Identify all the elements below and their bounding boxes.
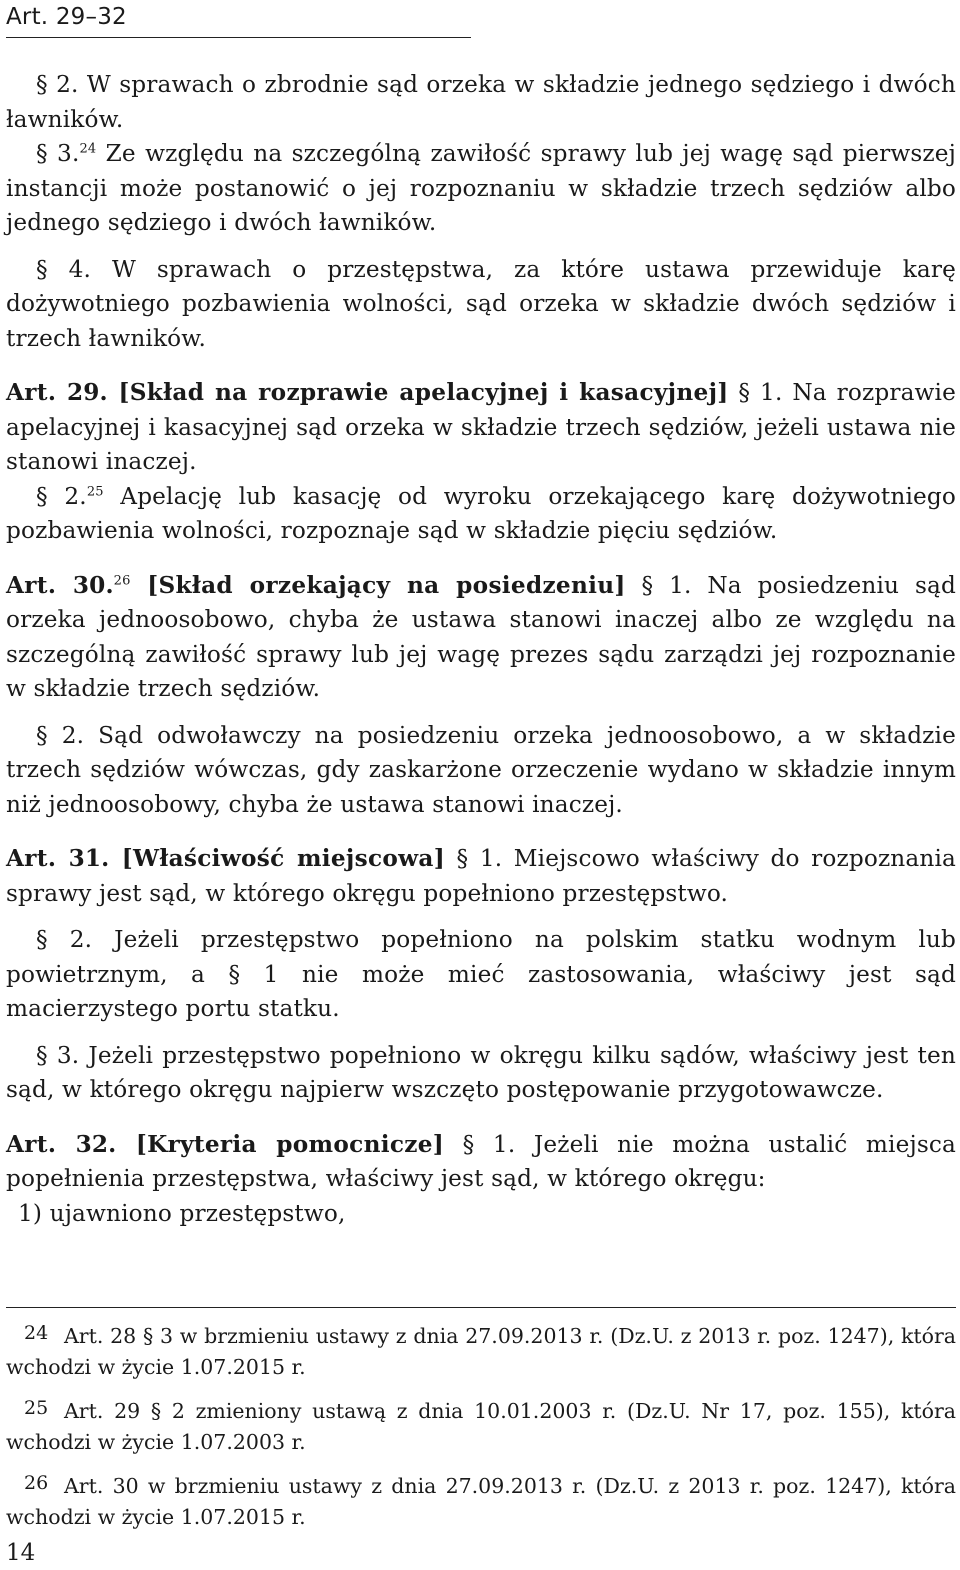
article-number: 32. [75,1130,117,1158]
paragraph-text: Ze względu na szczególną zawiłość sprawy lub jej wagę sąd pierwszej instancji może postanowić o jej rozpoznaniu w składzie trzech sędziów albo jednego sędziego i dwóch ławników. [6,140,956,236]
footnote-rule [6,1307,956,1308]
article-text: § 1. Jeżeli nie można ustalić miejsca popełnienia przestępstwa, właściwy jest sąd, w którego okręgu: [6,1130,956,1192]
article-30 [6,569,956,707]
article-title: [Właściwość miejscowa] [109,845,446,872]
article-label: Art. [6,571,73,599]
footnote-text: Art. 28 § 3 w brzmieniu ustawy z dnia 27.09.2013 r. (Dz.U. z 2013 r. poz. 1247), która wchodzi w życie 1.07.2015 r. [6,1324,956,1379]
page-number: 14 [6,1540,36,1566]
paragraph-31-2: § 2. Jeżeli przestępstwo popełniono na polskim statku wodnym lub powietrznym, a § 1 nie może mieć zastosowania, właściwy jest sąd macierzystego portu statku. [6,926,956,1022]
article-title: [Kryteria pomocnicze] [116,1130,445,1158]
footnote-ref-25[interactable]: 25 [86,483,104,499]
document-body [6,68,956,1231]
paragraph-28-3 [6,137,956,241]
article-label: Art. [6,1130,76,1158]
section-lead: § 3. [36,140,80,167]
article-32 [6,1128,956,1197]
footnote-number: 24 [24,1322,49,1344]
article-label: Art. [6,845,69,872]
paragraph-28-4: § 4. W sprawach o przestępstwa, za które ustawa przewiduje karę dożywotniego pozbawienia wolności, sąd orzeka w składzie dwóch sędziów i trzech ławników. [6,255,956,352]
footnote-25 [6,1393,956,1458]
article-title: [Skład na rozprawie apelacyjnej i kasacyjnej] [107,379,729,406]
article-number: 29. [66,379,108,406]
footnote-text: Art. 29 § 2 zmieniony ustawą z dnia 10.01.2003 r. (Dz.U. Nr 17, poz. 155), która wchodzi w życie 1.07.2003 r. [6,1399,956,1454]
article-29 [6,376,956,480]
article-31 [6,842,956,911]
footnote-26 [6,1468,956,1533]
header-rule [6,37,471,38]
article-number: 30. [72,571,114,599]
article-label: Art. [6,379,67,406]
paragraph-29-2 [6,480,956,549]
paragraph-30-2: § 2. Sąd odwoławczy na posiedzeniu orzeka jednoosobowo, a w składzie trzech sędziów wówczas, gdy zaskarżone orzeczenie wydano w składzie innym niż jednoosobowy, chyba że ustawa stanowi inaczej. [6,721,956,818]
article-text: § 1. Miejscowo właściwy do rozpoznania sprawy jest sąd, w którego okręgu popełniono przestępstwo. [6,845,956,907]
article-number: 31. [68,845,110,872]
running-header: Art. 29–32 [6,4,127,30]
article-text: § 1. Na posiedzeniu sąd orzeka jednoosobowo, chyba że ustawa stanowi inaczej albo ze względu na szczególną zawiłość sprawy lub jej wagę prezes sądu zarządzi jej rozpoznanie w składzie trzech sędziów. [6,571,956,702]
paragraph-text: Apelację lub kasację od wyroku orzekającego karę dożywotniego pozbawienia wolności, rozpoznaje sąd w składzie pięciu sędziów. [6,482,956,544]
footnote-24 [6,1318,956,1383]
footnote-text: Art. 30 w brzmieniu ustawy z dnia 27.09.2013 r. (Dz.U. z 2013 r. poz. 1247), która wchodzi w życie 1.07.2015 r. [6,1474,956,1529]
list-item-1: 1) ujawniono przestępstwo, [18,1199,346,1227]
article-title: [Skład orzekający na posiedzeniu] [130,571,626,599]
footnote-number: 25 [24,1397,49,1419]
section-lead: § 2. [36,482,87,510]
paragraph-31-3: § 3. Jeżeli przestępstwo popełniono w okręgu kilku sądów, właściwy jest ten sąd, w którego okręgu najpierw wszczęto postępowanie przygotowawcze. [6,1041,956,1103]
paragraph-28-2: § 2. W sprawach o zbrodnie sąd orzeka w składzie jednego sędziego i dwóch ławników. [6,71,956,133]
footnote-number: 26 [24,1472,49,1494]
footnote-ref-24[interactable]: 24 [79,141,97,157]
footnotes [6,1318,956,1543]
article-text: § 1. Na rozprawie apelacyjnej i kasacyjnej sąd orzeka w składzie trzech sędziów, jeżeli ustawa nie stanowi inaczej. [6,379,956,475]
footnote-ref-26[interactable]: 26 [113,572,131,588]
